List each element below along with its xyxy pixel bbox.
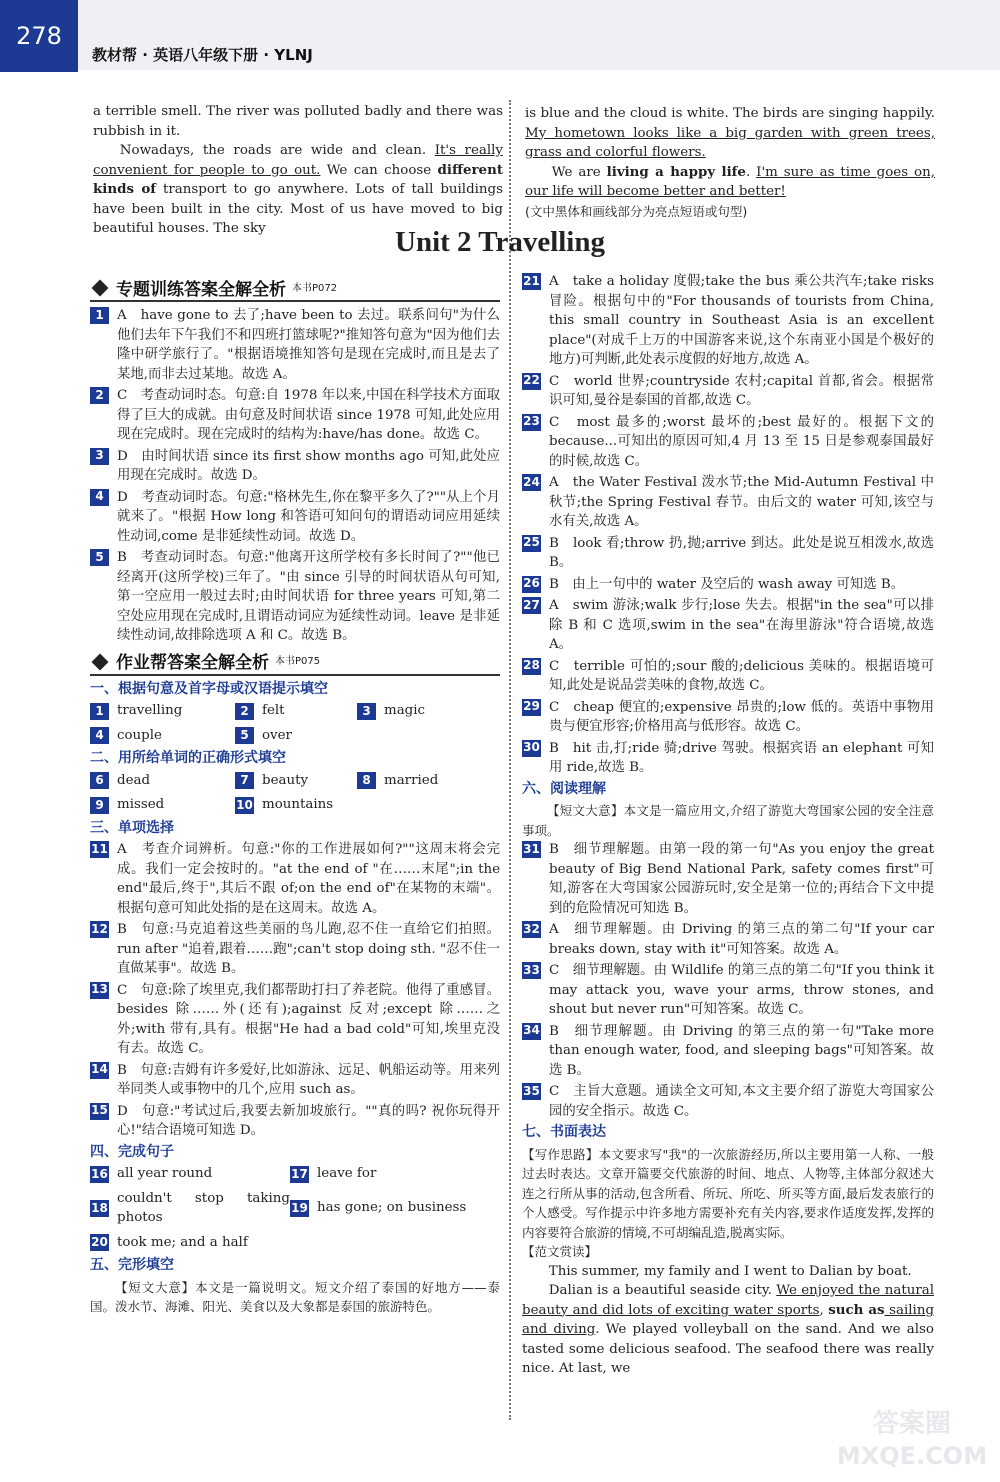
- left-column: [90, 272, 500, 1317]
- paragraph: We are living a happy life. I'm sure as time goes on, our life will become better and better!: [525, 163, 935, 199]
- part-title: 五、完形填空: [90, 1257, 174, 1273]
- answer-text: C 细节理解题。由 Wildlife 的第三点的第二句"If you think it may attack you, wave your arms, throw stones, and shout but never run"可知答案。故选 C。: [549, 963, 934, 1017]
- answer-item: [90, 386, 500, 445]
- diamond-icon: [92, 280, 109, 297]
- answer-item: [522, 698, 934, 737]
- answer-item: [90, 1102, 500, 1141]
- question-number: 16: [90, 1166, 109, 1183]
- question-number: 33: [522, 962, 541, 979]
- paragraph: This summer, my family and I went to Dalian by boat.: [548, 1263, 912, 1279]
- answer-item: [522, 372, 934, 411]
- answer-item: [522, 272, 934, 370]
- answer-item: [90, 726, 235, 746]
- question-number: 31: [522, 841, 541, 858]
- answer-text: A swim 游泳;walk 步行;lose 失去。根据"in the sea"可以排除 B 和 C 选项,swim in the sea"在海里游泳"符合语境,故选 A。: [549, 598, 934, 652]
- answer-item: [90, 1189, 290, 1228]
- question-number: 25: [522, 535, 541, 552]
- answer-item: [290, 1189, 500, 1228]
- answer-item: [90, 548, 500, 646]
- answer-text: leave for: [317, 1166, 377, 1181]
- answer-text: missed: [117, 797, 165, 812]
- answer-item: [522, 596, 934, 655]
- question-number: 8: [357, 772, 376, 789]
- answer-text: felt: [262, 703, 285, 718]
- part-title: 一、根据句意及首字母或汉语提示填空: [90, 680, 328, 697]
- column-divider: [509, 100, 511, 1420]
- answer-text: travelling: [117, 703, 183, 718]
- part-title: 三、单项选择: [90, 819, 174, 836]
- question-number: 12: [90, 921, 109, 938]
- answer-item: [522, 1022, 934, 1081]
- answer-item: [522, 534, 934, 573]
- question-number: 35: [522, 1083, 541, 1100]
- answer-item: [522, 920, 934, 959]
- answer-text: B 细节理解题。由 Driving 的第三点的第一句"Take more than enough water, food, and sleeping bags"可知答案。故选 B。: [549, 1023, 934, 1078]
- answer-text: B 细节理解题。由第一段的第一句"As you enjoy the great beauty of Big Bend National Park, safety comes first"可知,游客在大弯国家公园游玩时,安全是第一位的;再结合下文中提到的危险情况可知选 B。: [549, 842, 934, 916]
- answer-text: B 由上一句中的 water 及空后的 wash away 可知选 B。: [549, 576, 905, 592]
- watermark-logo: [832, 1398, 992, 1478]
- answer-item: [90, 1061, 500, 1100]
- question-number: 34: [522, 1023, 541, 1040]
- question-number: 2: [235, 703, 254, 720]
- answer-text: B look 看;throw 扔,抛;arrive 到达。此处是说互相泼水,故选 B。: [549, 535, 934, 570]
- answer-item: [90, 488, 500, 547]
- answer-item: [357, 771, 487, 791]
- question-number: 22: [522, 373, 541, 390]
- diamond-icon: [92, 653, 109, 670]
- question-number: 4: [90, 489, 109, 506]
- answer-text: A 细节理解题。由 Driving 的第三点的第二句"If your car breaks down, stay with it"可知答案。故选 A。: [549, 922, 934, 957]
- answer-text: C world 世界;countryside 农村;capital 首都,省会。根据常识可知,曼谷是泰国的首都,故选 C。: [549, 373, 934, 408]
- answer-text: D 由时间状语 since its first show months ago 可知,此处应用现在完成时。故选 D。: [117, 448, 500, 483]
- question-number: 24: [522, 474, 541, 491]
- answer-item: [522, 413, 934, 472]
- note: (文中黑体和画线部分为亮点短语或句型): [525, 203, 748, 219]
- answer-item: [90, 771, 235, 791]
- part-title: 六、阅读理解: [522, 780, 606, 797]
- question-number: 30: [522, 740, 541, 757]
- answer-item: [90, 447, 500, 486]
- answer-item: [90, 1233, 290, 1253]
- unit-title: Unit 2 Travelling: [395, 226, 605, 258]
- question-number: 19: [290, 1200, 309, 1217]
- header-title: 教材帮 · 英语八年级下册 · YLNJ: [92, 46, 313, 64]
- part-title: 七、书面表达: [522, 1124, 606, 1140]
- answer-text: B 句意:吉姆有许多爱好,比如游泳、远足、帆船运动等。用来列举同类人或事物中的几个,应用 such as。: [117, 1062, 500, 1097]
- question-number: 5: [235, 727, 254, 744]
- summary: 【短文大意】本文是一篇说明文。短文介绍了泰国的好地方——泰国。泼水节、海滩、阳光、美食以及大象都是泰国的旅游特色。: [90, 1279, 500, 1314]
- answer-item: [290, 1164, 500, 1184]
- answer-item: [522, 473, 934, 532]
- top-right-text: [525, 104, 935, 221]
- answer-item: [357, 701, 487, 721]
- question-number: 10: [235, 797, 254, 814]
- answer-text: B 考查动词时态。句意:"他离开这所学校有多长时间了?""他已经离开(这所学校)三年了。"由 since 引导的时间状语从句可知,第一空应用一般过去时;由时间状语 for three years 可知,第二空处应用现在完成时,且谓语动词应为延续性动词。leave 是非延续性动词,故排除选项 A 和 C。故选 B。: [117, 550, 500, 643]
- answer-text: all year round: [117, 1166, 213, 1181]
- question-number: 2: [90, 387, 109, 404]
- answer-text: C 句意:除了埃里克,我们都帮助打扫了养老院。他得了重感冒。besides 除……外(还有);against 反对;except 除……之外;with 带有,具有。根据"He had a bad cold"可知,埃里克没有去。故选 C。: [117, 982, 500, 1056]
- answer-text: couldn't stop taking photos: [117, 1190, 290, 1225]
- answer-item: [522, 961, 934, 1020]
- question-number: 13: [90, 982, 109, 999]
- answer-text: married: [384, 772, 439, 788]
- question-number: 26: [522, 576, 541, 593]
- right-column: [522, 272, 934, 1379]
- answer-item: [90, 701, 235, 721]
- question-number: 14: [90, 1062, 109, 1079]
- question-number: 1: [90, 703, 109, 720]
- answer-item: [90, 795, 235, 815]
- paragraph: Dalian is a beautiful seaside city. We enjoyed the natural beauty and did lots of exciting water sports, such as sailing and diving. We played volleyball on the sand. And we also tasted some delicious seafood. The seafood there was really nice. At last, we: [522, 1283, 935, 1376]
- paragraph: a terrible smell. The river was polluted badly and there was rubbish in it.: [93, 104, 503, 139]
- summary: 【短文大意】本文是一篇应用文,介绍了游览大弯国家公园的安全注意事项。: [522, 803, 934, 838]
- question-number: 3: [90, 448, 109, 465]
- question-number: 3: [357, 703, 376, 720]
- answer-text: B hit 击,打;ride 骑;drive 驾驶。根据宾语 an elephant 可知用 ride,故选 B。: [549, 740, 934, 775]
- answer-item: [522, 739, 934, 778]
- answer-item: [90, 920, 500, 979]
- question-number: 4: [90, 727, 109, 744]
- answer-item: [522, 840, 934, 918]
- page-number: 278: [0, 0, 78, 72]
- answer-item: [90, 981, 500, 1059]
- answer-text: C 考查动词时态。句意:自 1978 年以来,中国在科学技术方面取得了巨大的成就。由句意及时间状语 since 1978 可知,此处应用现在完成时。现在完成时的结构为:have/has done。故选 C。: [117, 388, 500, 442]
- answer-text: A have gone to 去了;have been to 去过。联系问句"为什么他们去年下午我们不和四班打篮球呢?"推知答句意为"因为他们去隆中研学旅行了。"根据语境推知答句是现在完成时,而且是去了某地,而非去过某地。故选 A。: [117, 308, 500, 382]
- question-number: 20: [90, 1234, 109, 1251]
- answer-text: couple: [117, 727, 162, 743]
- answer-item: [522, 1082, 934, 1121]
- question-number: 1: [90, 307, 109, 324]
- question-number: 7: [235, 772, 254, 789]
- question-number: 15: [90, 1103, 109, 1120]
- answer-item: [522, 575, 934, 595]
- answer-text: B 句意:马克追着这些美丽的鸟儿跑,忍不住一直给它们拍照。run after "追着,跟着……跑";can't stop doing sth. "忍不住一直做某事"。故选 B。: [117, 922, 500, 976]
- question-number: 5: [90, 549, 109, 566]
- question-number: 17: [290, 1166, 309, 1183]
- section-header-2: 作业帮答案全解全析 本书P075: [90, 648, 500, 676]
- question-number: 11: [90, 841, 109, 858]
- answer-item: [235, 771, 357, 791]
- question-number: 32: [522, 921, 541, 938]
- answer-text: C terrible 可怕的;sour 酸的;delicious 美味的。根据语境可知,此处是说品尝美味的食物,故选 C。: [549, 658, 934, 693]
- question-number: 28: [522, 658, 541, 675]
- question-number: 21: [522, 273, 541, 290]
- answer-item: [522, 657, 934, 696]
- question-number: 23: [522, 414, 541, 431]
- answer-item: [235, 726, 357, 746]
- answer-item: [90, 1164, 290, 1184]
- answer-item: [235, 701, 357, 721]
- svg-text:答案圈: 答案圈: [872, 1409, 952, 1439]
- paragraph: is blue and the cloud is white. The birds are singing happily. My hometown looks like a big garden with green trees, grass and colorful flowers.: [525, 106, 935, 160]
- answer-text: A take a holiday 度假;take the bus 乘公共汽车;take risks 冒险。根据句中的"For thousands of tourists from China, this small country in Southeast Asia is an excellent place"(对成千上万的中国游客来说,这个东南亚小国是个极好的地方)可判断,此处表示度假的好地方,故选 A。: [549, 274, 934, 367]
- answer-text: A the Water Festival 泼水节;the Mid-Autumn Festival 中秋节;the Spring Festival 春节。由后文的 water 可知,该空与水有关,故选 A。: [549, 475, 934, 529]
- answer-text: took me; and a half: [117, 1234, 248, 1250]
- answer-item: [90, 306, 500, 384]
- part-title: 二、用所给单词的正确形式填空: [90, 750, 286, 766]
- writing-idea: 【写作思路】本文要求写"我"的一次旅游经历,所以主要用第一人称、一般过去时表达。文章开篇要交代旅游的时间、地点、人物等,主体部分叙述大连之行所从事的活动,包含所看、所玩、所吃、所买等方面,最后发表旅行的个人感受。写作提示中许多地方需要补充有关内容,要求作适度发挥,发挥的内容要符合旅游的情境,不可胡编乱造,脱离实际。: [522, 1146, 934, 1240]
- answer-text: D 考查动词时态。句意:"格林先生,你在黎平多久了?""从上个月就来了。"根据 How long 和答语可知问句的谓语动词应用延续性动词,come 是非延续性动词。故选 D。: [117, 489, 500, 544]
- svg-text:MXQE.COM: MXQE.COM: [836, 1442, 988, 1470]
- question-number: 6: [90, 772, 109, 789]
- answer-text: mountains: [262, 797, 334, 812]
- answer-text: C cheap 便宜的;expensive 昂贵的;low 低的。英语中事物用贵与便宜形容;价格用高与低形容。故选 C。: [549, 699, 934, 734]
- top-left-text: [93, 102, 503, 239]
- sample-tag: 【范文赏读】: [522, 1244, 598, 1259]
- answer-text: C 主旨大意题。通读全文可知,本文主要介绍了游览大弯国家公园的安全指示。故选 C。: [549, 1084, 934, 1119]
- question-number: 9: [90, 797, 109, 814]
- answer-text: over: [262, 727, 292, 743]
- question-number: 27: [522, 597, 541, 614]
- question-number: 18: [90, 1200, 109, 1217]
- answer-item: [235, 795, 357, 815]
- answer-text: C most 最多的;worst 最坏的;best 最好的。根据下文的 because...可知出的原因可知,4 月 13 至 15 日是参观泰国最好的时候,故选 C。: [549, 414, 934, 469]
- question-number: 29: [522, 699, 541, 716]
- section-header-1: 专题训练答案全解全析 本书P072: [90, 274, 500, 302]
- answer-text: A 考查介词辨析。句意:"你的工作进展如何?""这周末将会完成。我们一定会按时的。"at the end of "在……末尾";in the end"最后,终于",其后不跟 of;on the end of"在某物的末端"。根据句意可知此处指的是在这周末。故选 A。: [117, 842, 500, 916]
- answer-text: dead: [117, 772, 151, 788]
- answer-text: has gone; on business: [317, 1200, 467, 1216]
- part-title: 四、完成句子: [90, 1143, 174, 1160]
- answer-text: D 句意:"考试过后,我要去新加坡旅行。""真的吗? 祝你玩得开心!"结合语境可知选 D。: [117, 1103, 500, 1138]
- paragraph: Nowadays, the roads are wide and clean. It's really convenient for people to go out. We can choose different kinds of transport to go anywhere. Lots of tall buildings have been built in the city. Most of us have moved to big beautiful houses. The sky: [93, 143, 504, 236]
- answer-text: beauty: [262, 772, 309, 788]
- answer-text: magic: [384, 703, 426, 718]
- page-header: [0, 0, 1000, 70]
- answer-item: [90, 840, 500, 918]
